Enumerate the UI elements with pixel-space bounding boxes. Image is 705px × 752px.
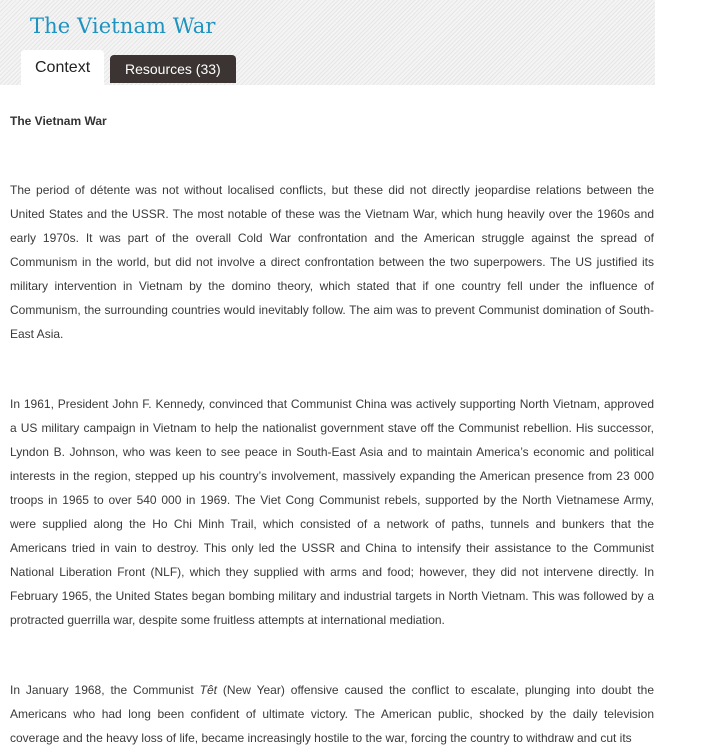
article-paragraph-1: The period of détente was not without localised conflicts, but these did not directly jeopardise relations between the United States and the USSR. The most notable of these was the Vietnam War, which hung heavily over the 1960s and early 1970s. It was part of the overall Cold War confrontation and the American struggle against the spread of Communism in the world, but did not involve a direct confrontation between the two superpowers. The US justified its military intervention in Vietnam by the domino theory, which stated that if one country fell under the influence of Communism, the surrounding countries would inevitably follow. The aim was to prevent Communist domination of South-East Asia. [10, 183, 654, 341]
tab-context-label: Context [35, 59, 91, 76]
tab-resources[interactable] [110, 55, 236, 83]
article-heading: The Vietnam War [10, 114, 107, 128]
article-paragraph-3 [10, 678, 654, 750]
page-header [0, 0, 655, 85]
tet-term: Têt [199, 683, 217, 697]
article-paragraph-2: In 1961, President John F. Kennedy, convinced that Communist China was actively supporting North Vietnam, approved a US military campaign in Vietnam to help the nationalist government stave off the Communist rebellion. His successor, Lyndon B. Johnson, who was keen to see peace in South-East Asia and to maintain America’s economic and political interests in the region, stepped up his country’s involvement, massively expanding the American presence from 23 000 troops in 1965 to over 540 000 in 1969. The Viet Cong Communist rebels, supported by the North Vietnamese Army, were supplied along the Ho Chi Minh Trail, which consisted of a network of paths, tunnels and bunkers that the Americans tried in vain to destroy. This only led the USSR and China to intensify their assistance to the Communist National Liberation Front (NLF), which they supplied with arms and food; however, they did not intervene directly. In February 1965, the United States began bombing military and industrial targets in North Vietnam. This was followed by a protracted guerrilla war, despite some fruitless attempts at international mediation. [10, 397, 654, 627]
paragraph-3-text-end: (New Year) offensive caused the conflict to escalate, plunging into doubt the Americans who had long been confident of ultimate victory. The American public, shocked by the daily television coverage and the heavy loss of life, became increasingly hostile to the war, forcing the country to withdraw and cut its [10, 683, 654, 745]
article-content [10, 110, 654, 750]
page-title: The Vietnam War [30, 14, 216, 38]
paragraph-3-text-start: In January 1968, the Communist [10, 683, 200, 697]
tab-resources-label: Resources (33) [125, 61, 221, 77]
tab-context[interactable] [21, 50, 104, 85]
